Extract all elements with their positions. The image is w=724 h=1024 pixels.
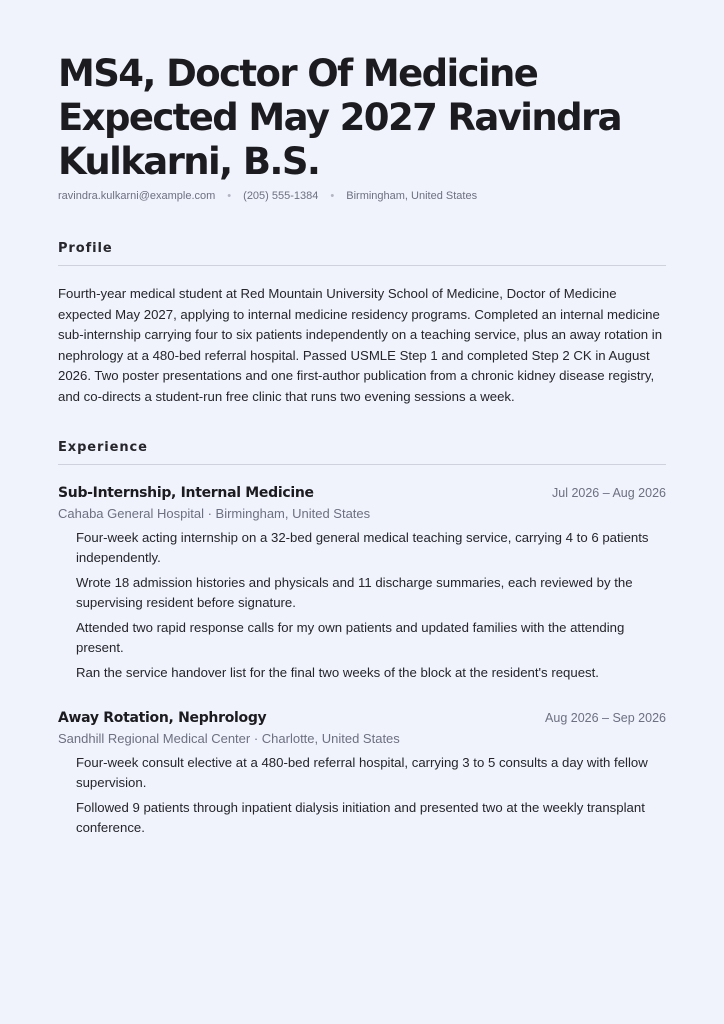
contact-separator: • [330,190,335,202]
job-bullets [58,753,666,838]
job-bullets [58,528,666,683]
contact-phone[interactable]: (205) 555-1384 [243,190,319,202]
candidate-name: MS4, Doctor Of Medicine Expected May 2027 Ravindra Kulkarni, B.S. [58,52,622,183]
job-header [58,485,666,501]
job-bullet: Four-week acting internship on a 32-bed general medical teaching service, carrying 4 to 6 patients independently. [76,529,649,565]
contact-separator: • [227,190,232,202]
job-title: Away Rotation, Nephrology [58,709,267,726]
experience-heading: Experience [58,440,666,465]
job-bullet: Followed 9 patients through inpatient dialysis initiation and presented two at the weekly transplant conference. [76,799,645,835]
contact-location: Birmingham, United States [346,190,478,202]
contact-line [58,188,666,204]
job-bullet: Attended two rapid response calls for my own patients and updated families with the attending present. [76,619,625,655]
job-bullet: Four-week consult elective at a 480-bed referral hospital, carrying 3 to 5 consults a day with fellow supervision. [76,754,648,790]
job-header [58,710,666,726]
experience-entry-away-rotation [58,710,666,838]
experience-entry-sub-internship [58,485,666,683]
job-dates: Aug 2026 – Sep 2026 [545,710,666,725]
job-title: Sub-Internship, Internal Medicine [58,484,314,501]
job-bullet: Ran the service handover list for the final two weeks of the block at the resident's request. [76,664,599,680]
profile-heading: Profile [58,241,666,266]
job-organization: Cahaba General Hospital · Birmingham, United States [58,505,371,521]
job-organization: Sandhill Regional Medical Center · Charlotte, United States [58,730,400,746]
job-bullet: Wrote 18 admission histories and physicals and 11 discharge summaries, each reviewed by the supervising resident before signature. [76,574,633,610]
contact-email[interactable]: ravindra.kulkarni@example.com [58,190,216,202]
profile-summary: Fourth-year medical student at Red Mountain University School of Medicine, Doctor of Medicine expected May 2027, applying to internal medicine residency programs. Completed an internal medicine sub-internship carrying four to six patients independently on a teaching service, plus an away rotation in nephrology at a 480-bed referral hospital. Passed USMLE Step 1 and completed Step 2 CK in August 2026. Two poster presentations and one first-author publication from a chronic kidney disease registry, and co-directs a student-run free clinic that runs two evening sessions a week. [58,286,663,404]
job-dates: Jul 2026 – Aug 2026 [552,485,666,500]
